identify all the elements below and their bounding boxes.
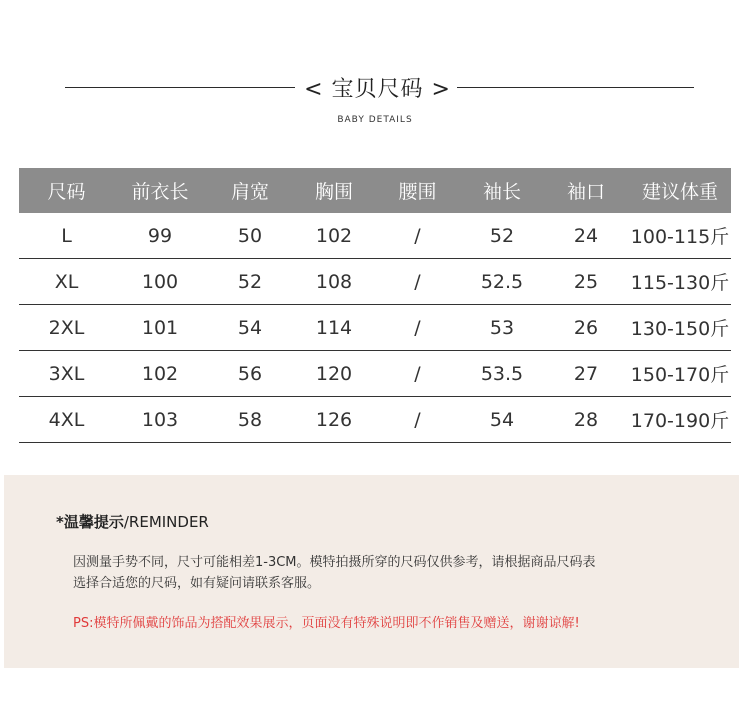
reminder-line: 选择合适您的尺码，如有疑问请联系客服。 [73, 576, 321, 591]
table-row [19, 259, 731, 305]
table-cell: 103 [114, 397, 206, 443]
table-cell: 114 [294, 305, 374, 351]
reminder-panel [4, 475, 739, 668]
header-divider-left [65, 87, 295, 88]
reminder-title-zh: *温馨提示 [56, 513, 124, 531]
reminder-title [56, 511, 209, 532]
table-cell: XL [19, 259, 114, 305]
column-header: 肩宽 [206, 168, 294, 213]
reminder-title-en: /REMINDER [123, 513, 209, 531]
table-cell: 99 [114, 213, 206, 259]
table-cell: 2XL [19, 305, 114, 351]
table-cell: 53 [461, 305, 543, 351]
table-cell: 26 [543, 305, 629, 351]
table-cell: 24 [543, 213, 629, 259]
table-row [19, 305, 731, 351]
table-cell: 54 [461, 397, 543, 443]
table-cell: 25 [543, 259, 629, 305]
table-cell: 150-170斤 [629, 351, 731, 397]
table-cell: 52 [206, 259, 294, 305]
table-cell: 53.5 [461, 351, 543, 397]
column-header: 尺码 [19, 168, 114, 213]
table-cell: 102 [294, 213, 374, 259]
table-cell: 50 [206, 213, 294, 259]
reminder-line: 因测量手势不同，尺寸可能相差1-3CM。模特拍摄所穿的尺码仅供参考，请根据商品尺码表 [73, 555, 596, 570]
table-cell: 100 [114, 259, 206, 305]
table-cell: 115-130斤 [629, 259, 731, 305]
header-divider-right [457, 87, 694, 88]
table-cell: 4XL [19, 397, 114, 443]
size-table [19, 168, 731, 443]
table-cell: 56 [206, 351, 294, 397]
table-cell: 170-190斤 [629, 397, 731, 443]
section-header [0, 70, 750, 106]
table-row [19, 397, 731, 443]
table-cell: 52.5 [461, 259, 543, 305]
table-cell: L [19, 213, 114, 259]
table-cell: 102 [114, 351, 206, 397]
table-cell: / [374, 351, 461, 397]
table-row [19, 213, 731, 259]
table-cell: 3XL [19, 351, 114, 397]
table-cell: 126 [294, 397, 374, 443]
reminder-ps-note: PS:模特所佩戴的饰品为搭配效果展示，页面没有特殊说明即不作销售及赠送，谢谢谅解! [73, 616, 580, 631]
table-cell: 130-150斤 [629, 305, 731, 351]
table-cell: 120 [294, 351, 374, 397]
column-header: 袖长 [461, 168, 543, 213]
page-title: < 宝贝尺码 > [304, 77, 451, 102]
table-cell: / [374, 259, 461, 305]
table-row [19, 351, 731, 397]
reminder-body [73, 552, 693, 594]
table-cell: 54 [206, 305, 294, 351]
table-cell: 27 [543, 351, 629, 397]
table-cell: 28 [543, 397, 629, 443]
column-header: 前衣长 [114, 168, 206, 213]
table-cell: 101 [114, 305, 206, 351]
table-cell: 108 [294, 259, 374, 305]
table-cell: / [374, 213, 461, 259]
table-cell: / [374, 397, 461, 443]
page-subtitle: BABY DETAILS [337, 115, 413, 125]
table-cell: 52 [461, 213, 543, 259]
table-cell: 100-115斤 [629, 213, 731, 259]
table-cell: 58 [206, 397, 294, 443]
column-header: 建议体重 [629, 168, 731, 213]
table-cell: / [374, 305, 461, 351]
column-header: 袖口 [543, 168, 629, 213]
column-header: 胸围 [294, 168, 374, 213]
column-header: 腰围 [374, 168, 461, 213]
table-header-row [19, 168, 731, 213]
